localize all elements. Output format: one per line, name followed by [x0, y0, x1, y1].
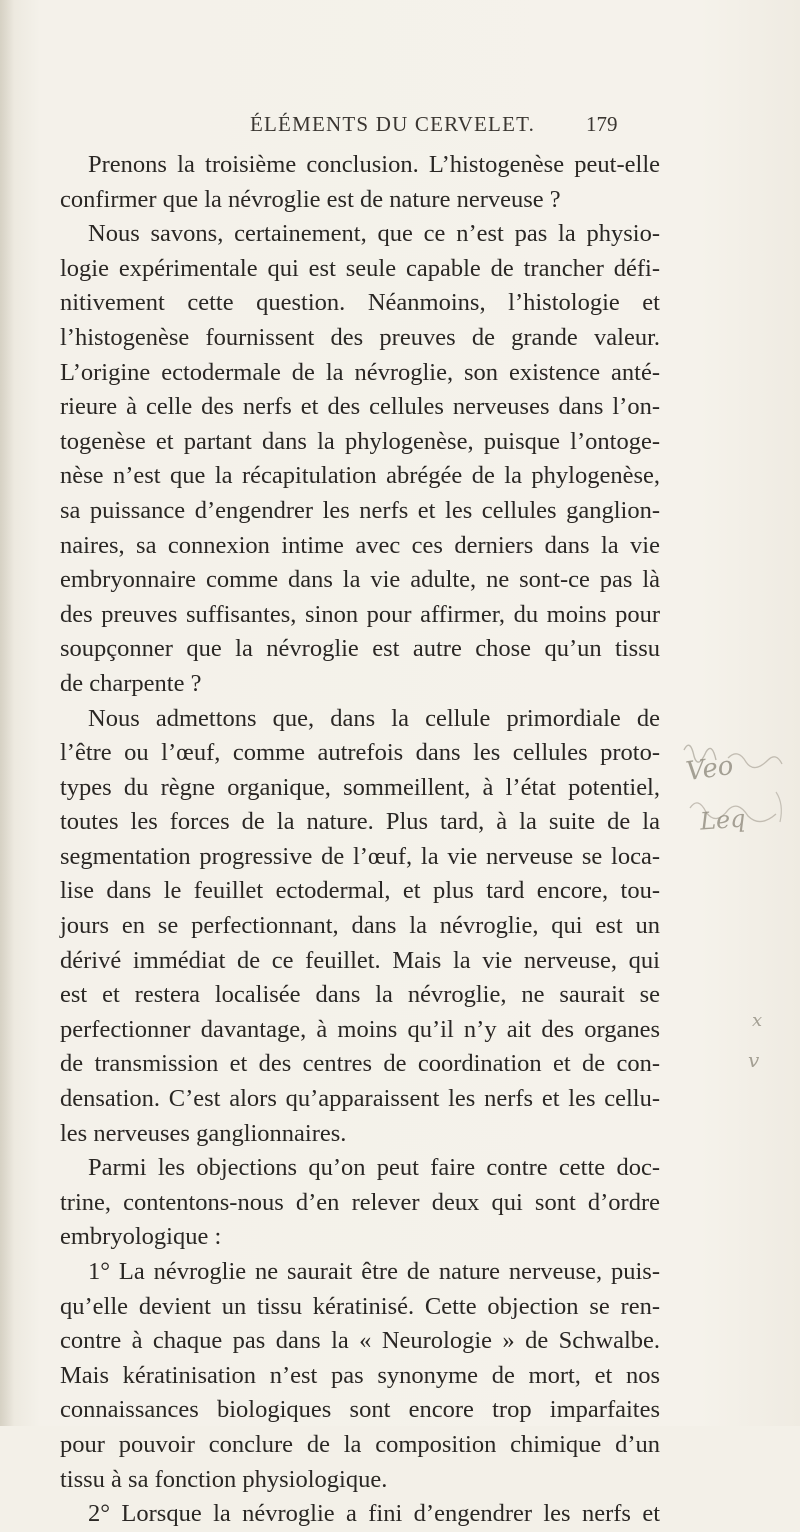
text-line: sa puissance d’engendrer les nerfs et les cellules ganglion- [60, 496, 660, 524]
text-line: les nerveuses ganglionnaires. [60, 1119, 347, 1147]
text-line: trine, contentons-nous d’en relever deux qui sont d’ordre [60, 1188, 660, 1216]
text-line: contre à chaque pas dans la « Neurologie » de Schwalbe. [60, 1327, 660, 1355]
text-line: connaissances biologiques sont encore trop imparfaites [60, 1396, 660, 1424]
text-line: rieure à celle des nerfs et des cellules nerveuses dans l’on- [60, 393, 660, 421]
text-line: l’histogenèse fournissent des preuves de grande valeur. [60, 323, 660, 351]
text-line: lise dans le feuillet ectodermal, et plus tard encore, tou- [60, 877, 660, 905]
text-line: embryologique : [60, 1223, 222, 1251]
text-line: perfectionner davantage, à moins qu’il n’y ait des organes [60, 1015, 660, 1043]
text-line: Prenons la troisième conclusion. L’histogenèse peut-elle [88, 151, 660, 178]
text-line: soupçonner que la névroglie est autre chose qu’un tissu [60, 635, 660, 663]
text-line: l’être ou l’œuf, comme autrefois dans les cellules proto- [60, 739, 660, 767]
text-line: nèse n’est que la récapitulation abrégée de la phylogenèse, [60, 462, 660, 490]
text-line: nitivement cette question. Néanmoins, l’histologie et [60, 289, 660, 317]
text-line: est et restera localisée dans la névroglie, ne saurait se [60, 981, 660, 1009]
body-text [60, 148, 660, 1532]
text-line: Mais kératinisation n’est pas synonyme de mort, et nos [60, 1361, 660, 1389]
text-line: 1° La névroglie ne saurait être de nature nerveuse, puis- [88, 1258, 660, 1285]
text-line: toutes les forces de la nature. Plus tard, à la suite de la [60, 808, 660, 836]
text-line: des preuves suffisantes, sinon pour affirmer, du moins pour [60, 600, 660, 628]
text-line: segmentation progressive de l’œuf, la vie nerveuse se loca- [60, 842, 660, 870]
text-line: togenèse et partant dans la phylogenèse, puisque l’ontoge- [60, 427, 660, 455]
margin-note-4: v [748, 1048, 760, 1072]
margin-note-3: x [752, 1010, 763, 1031]
text-line: naires, sa connexion intime avec ces derniers dans la vie [60, 531, 660, 559]
text-line: pour pouvoir conclure de la composition chimique d’un [60, 1430, 660, 1458]
text-line: tissu à sa fonction physiologique. [60, 1465, 388, 1493]
text-line: Parmi les objections qu’on peut faire contre cette doc- [88, 1154, 660, 1182]
text-line: densation. C’est alors qu’apparaissent les nerfs et les cellu- [60, 1085, 660, 1113]
running-title: ÉLÉMENTS DU CERVELET. [250, 112, 536, 136]
text-line: L’origine ectodermale de la névroglie, son existence anté- [60, 358, 660, 386]
text-line: embryonnaire comme dans la vie adulte, ne sont-ce pas là [60, 566, 660, 594]
text-line: Nous savons, certainement, que ce n’est pas la physio- [88, 220, 660, 248]
margin-note-1: Veo [684, 750, 736, 788]
text-line: types du règne organique, sommeillent, à l’état potentiel, [60, 773, 660, 801]
page-number: 179 [586, 112, 618, 136]
text-line: qu’elle devient un tissu kératinisé. Cette objection se ren- [60, 1292, 660, 1320]
text-line: de charpente ? [60, 669, 202, 697]
text-line: jours en se perfectionnant, dans la névroglie, qui est un [60, 912, 660, 940]
text-line: Nous admettons que, dans la cellule primordiale de [88, 704, 660, 732]
running-header [0, 112, 800, 142]
text-line: logie expérimentale qui est seule capable de trancher défi- [60, 254, 660, 282]
text-line: 2° Lorsque la névroglie a fini d’engendrer les nerfs et [88, 1500, 660, 1528]
binding-shadow [0, 0, 14, 1426]
margin-note-2: Leq [699, 804, 747, 836]
text-line: dérivé immédiat de ce feuillet. Mais la vie nerveuse, qui [60, 946, 660, 974]
text-line: de transmission et des centres de coordination et de con- [60, 1050, 660, 1078]
text-line: confirmer que la névroglie est de nature nerveuse ? [60, 185, 561, 213]
